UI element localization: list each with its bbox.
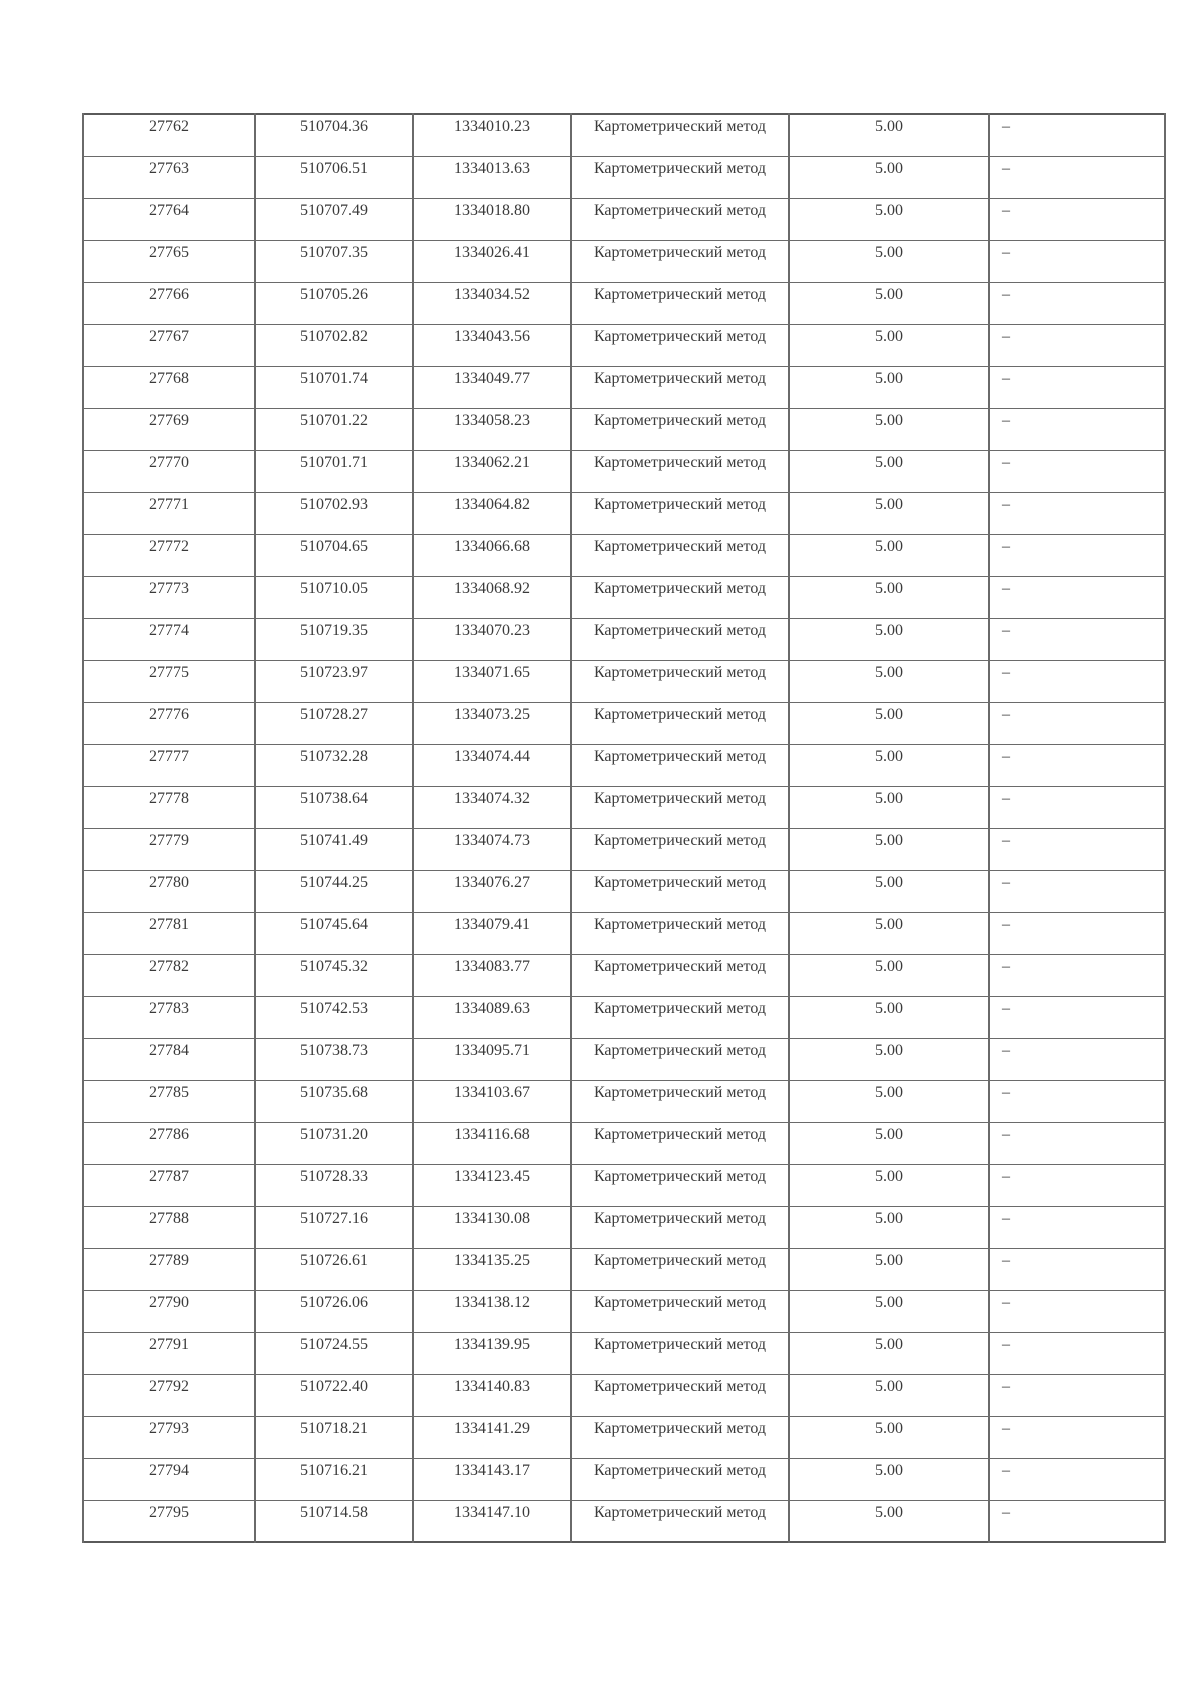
note-cell: – [989, 828, 1165, 870]
x-coordinate-cell: 510731.20 [255, 1122, 413, 1164]
y-coordinate-cell: 1334018.80 [413, 198, 571, 240]
x-coordinate-cell: 510714.58 [255, 1500, 413, 1542]
error-cell: 5.00 [789, 660, 989, 702]
method-cell: Картометрический метод [571, 576, 789, 618]
x-coordinate-cell: 510741.49 [255, 828, 413, 870]
table-row [83, 1206, 1165, 1248]
error-cell: 5.00 [789, 1416, 989, 1458]
method-cell: Картометрический метод [571, 1248, 789, 1290]
table-row [83, 240, 1165, 282]
point-number-cell: 27786 [83, 1122, 255, 1164]
y-coordinate-cell: 1334095.71 [413, 1038, 571, 1080]
point-number-cell: 27770 [83, 450, 255, 492]
point-number-cell: 27779 [83, 828, 255, 870]
method-cell: Картометрический метод [571, 786, 789, 828]
note-cell: – [989, 156, 1165, 198]
table-row [83, 1374, 1165, 1416]
table-row [83, 1038, 1165, 1080]
note-cell: – [989, 870, 1165, 912]
y-coordinate-cell: 1334064.82 [413, 492, 571, 534]
point-number-cell: 27765 [83, 240, 255, 282]
note-cell: – [989, 408, 1165, 450]
point-number-cell: 27782 [83, 954, 255, 996]
table-row [83, 1248, 1165, 1290]
coordinates-table-body [83, 114, 1165, 1542]
method-cell: Картометрический метод [571, 240, 789, 282]
x-coordinate-cell: 510704.65 [255, 534, 413, 576]
point-number-cell: 27773 [83, 576, 255, 618]
x-coordinate-cell: 510728.33 [255, 1164, 413, 1206]
x-coordinate-cell: 510745.32 [255, 954, 413, 996]
note-cell: – [989, 1206, 1165, 1248]
x-coordinate-cell: 510701.71 [255, 450, 413, 492]
method-cell: Картометрический метод [571, 114, 789, 156]
note-cell: – [989, 492, 1165, 534]
point-number-cell: 27775 [83, 660, 255, 702]
error-cell: 5.00 [789, 618, 989, 660]
table-row [83, 534, 1165, 576]
error-cell: 5.00 [789, 870, 989, 912]
point-number-cell: 27777 [83, 744, 255, 786]
method-cell: Картометрический метод [571, 1332, 789, 1374]
error-cell: 5.00 [789, 1122, 989, 1164]
method-cell: Картометрический метод [571, 534, 789, 576]
x-coordinate-cell: 510701.74 [255, 366, 413, 408]
table-row [83, 660, 1165, 702]
y-coordinate-cell: 1334089.63 [413, 996, 571, 1038]
error-cell: 5.00 [789, 198, 989, 240]
table-row [83, 828, 1165, 870]
table-row [83, 912, 1165, 954]
y-coordinate-cell: 1334103.67 [413, 1080, 571, 1122]
error-cell: 5.00 [789, 1290, 989, 1332]
x-coordinate-cell: 510732.28 [255, 744, 413, 786]
x-coordinate-cell: 510723.97 [255, 660, 413, 702]
x-coordinate-cell: 510745.64 [255, 912, 413, 954]
table-row [83, 114, 1165, 156]
error-cell: 5.00 [789, 156, 989, 198]
y-coordinate-cell: 1334010.23 [413, 114, 571, 156]
y-coordinate-cell: 1334066.68 [413, 534, 571, 576]
x-coordinate-cell: 510702.82 [255, 324, 413, 366]
error-cell: 5.00 [789, 534, 989, 576]
note-cell: – [989, 618, 1165, 660]
error-cell: 5.00 [789, 240, 989, 282]
y-coordinate-cell: 1334068.92 [413, 576, 571, 618]
method-cell: Картометрический метод [571, 618, 789, 660]
note-cell: – [989, 912, 1165, 954]
note-cell: – [989, 114, 1165, 156]
point-number-cell: 27767 [83, 324, 255, 366]
x-coordinate-cell: 510704.36 [255, 114, 413, 156]
point-number-cell: 27762 [83, 114, 255, 156]
table-row [83, 1164, 1165, 1206]
error-cell: 5.00 [789, 1332, 989, 1374]
error-cell: 5.00 [789, 492, 989, 534]
error-cell: 5.00 [789, 954, 989, 996]
point-number-cell: 27787 [83, 1164, 255, 1206]
table-row [83, 618, 1165, 660]
error-cell: 5.00 [789, 114, 989, 156]
note-cell: – [989, 282, 1165, 324]
method-cell: Картометрический метод [571, 1206, 789, 1248]
error-cell: 5.00 [789, 1206, 989, 1248]
note-cell: – [989, 1416, 1165, 1458]
table-row [83, 996, 1165, 1038]
method-cell: Картометрический метод [571, 912, 789, 954]
x-coordinate-cell: 510705.26 [255, 282, 413, 324]
point-number-cell: 27768 [83, 366, 255, 408]
y-coordinate-cell: 1334130.08 [413, 1206, 571, 1248]
y-coordinate-cell: 1334123.45 [413, 1164, 571, 1206]
y-coordinate-cell: 1334062.21 [413, 450, 571, 492]
point-number-cell: 27781 [83, 912, 255, 954]
table-row [83, 198, 1165, 240]
method-cell: Картометрический метод [571, 450, 789, 492]
method-cell: Картометрический метод [571, 282, 789, 324]
table-row [83, 408, 1165, 450]
error-cell: 5.00 [789, 1500, 989, 1542]
note-cell: – [989, 1500, 1165, 1542]
error-cell: 5.00 [789, 912, 989, 954]
error-cell: 5.00 [789, 1164, 989, 1206]
method-cell: Картометрический метод [571, 744, 789, 786]
x-coordinate-cell: 510728.27 [255, 702, 413, 744]
y-coordinate-cell: 1334135.25 [413, 1248, 571, 1290]
point-number-cell: 27793 [83, 1416, 255, 1458]
note-cell: – [989, 240, 1165, 282]
y-coordinate-cell: 1334058.23 [413, 408, 571, 450]
method-cell: Картометрический метод [571, 408, 789, 450]
x-coordinate-cell: 510735.68 [255, 1080, 413, 1122]
y-coordinate-cell: 1334073.25 [413, 702, 571, 744]
method-cell: Картометрический метод [571, 324, 789, 366]
note-cell: – [989, 450, 1165, 492]
y-coordinate-cell: 1334141.29 [413, 1416, 571, 1458]
error-cell: 5.00 [789, 1080, 989, 1122]
method-cell: Картометрический метод [571, 1500, 789, 1542]
y-coordinate-cell: 1334074.73 [413, 828, 571, 870]
table-row [83, 1332, 1165, 1374]
table-row [83, 702, 1165, 744]
table-row [83, 1080, 1165, 1122]
method-cell: Картометрический метод [571, 828, 789, 870]
error-cell: 5.00 [789, 408, 989, 450]
point-number-cell: 27764 [83, 198, 255, 240]
error-cell: 5.00 [789, 996, 989, 1038]
note-cell: – [989, 1248, 1165, 1290]
note-cell: – [989, 1458, 1165, 1500]
x-coordinate-cell: 510706.51 [255, 156, 413, 198]
point-number-cell: 27778 [83, 786, 255, 828]
point-number-cell: 27788 [83, 1206, 255, 1248]
point-number-cell: 27789 [83, 1248, 255, 1290]
x-coordinate-cell: 510716.21 [255, 1458, 413, 1500]
note-cell: – [989, 702, 1165, 744]
y-coordinate-cell: 1334071.65 [413, 660, 571, 702]
y-coordinate-cell: 1334074.44 [413, 744, 571, 786]
table-row [83, 1416, 1165, 1458]
note-cell: – [989, 660, 1165, 702]
note-cell: – [989, 1332, 1165, 1374]
x-coordinate-cell: 510724.55 [255, 1332, 413, 1374]
point-number-cell: 27769 [83, 408, 255, 450]
note-cell: – [989, 576, 1165, 618]
x-coordinate-cell: 510722.40 [255, 1374, 413, 1416]
point-number-cell: 27774 [83, 618, 255, 660]
error-cell: 5.00 [789, 744, 989, 786]
error-cell: 5.00 [789, 450, 989, 492]
y-coordinate-cell: 1334143.17 [413, 1458, 571, 1500]
error-cell: 5.00 [789, 786, 989, 828]
x-coordinate-cell: 510726.06 [255, 1290, 413, 1332]
y-coordinate-cell: 1334079.41 [413, 912, 571, 954]
x-coordinate-cell: 510707.49 [255, 198, 413, 240]
table-row [83, 744, 1165, 786]
point-number-cell: 27784 [83, 1038, 255, 1080]
method-cell: Картометрический метод [571, 1038, 789, 1080]
note-cell: – [989, 366, 1165, 408]
point-number-cell: 27780 [83, 870, 255, 912]
note-cell: – [989, 1374, 1165, 1416]
point-number-cell: 27766 [83, 282, 255, 324]
error-cell: 5.00 [789, 1458, 989, 1500]
table-row [83, 492, 1165, 534]
table-row [83, 1500, 1165, 1542]
error-cell: 5.00 [789, 1374, 989, 1416]
method-cell: Картометрический метод [571, 702, 789, 744]
point-number-cell: 27763 [83, 156, 255, 198]
method-cell: Картометрический метод [571, 366, 789, 408]
table-row [83, 870, 1165, 912]
table-row [83, 576, 1165, 618]
point-number-cell: 27794 [83, 1458, 255, 1500]
y-coordinate-cell: 1334070.23 [413, 618, 571, 660]
y-coordinate-cell: 1334049.77 [413, 366, 571, 408]
table-row [83, 1122, 1165, 1164]
y-coordinate-cell: 1334026.41 [413, 240, 571, 282]
y-coordinate-cell: 1334083.77 [413, 954, 571, 996]
error-cell: 5.00 [789, 1038, 989, 1080]
table-row [83, 324, 1165, 366]
method-cell: Картометрический метод [571, 198, 789, 240]
x-coordinate-cell: 510719.35 [255, 618, 413, 660]
error-cell: 5.00 [789, 1248, 989, 1290]
method-cell: Картометрический метод [571, 1290, 789, 1332]
method-cell: Картометрический метод [571, 1458, 789, 1500]
table-row [83, 786, 1165, 828]
error-cell: 5.00 [789, 282, 989, 324]
x-coordinate-cell: 510738.64 [255, 786, 413, 828]
y-coordinate-cell: 1334116.68 [413, 1122, 571, 1164]
note-cell: – [989, 534, 1165, 576]
y-coordinate-cell: 1334043.56 [413, 324, 571, 366]
table-row [83, 366, 1165, 408]
error-cell: 5.00 [789, 576, 989, 618]
note-cell: – [989, 324, 1165, 366]
point-number-cell: 27785 [83, 1080, 255, 1122]
x-coordinate-cell: 510701.22 [255, 408, 413, 450]
x-coordinate-cell: 510718.21 [255, 1416, 413, 1458]
note-cell: – [989, 954, 1165, 996]
note-cell: – [989, 1290, 1165, 1332]
x-coordinate-cell: 510738.73 [255, 1038, 413, 1080]
point-number-cell: 27795 [83, 1500, 255, 1542]
method-cell: Картометрический метод [571, 1122, 789, 1164]
method-cell: Картометрический метод [571, 1080, 789, 1122]
method-cell: Картометрический метод [571, 1416, 789, 1458]
note-cell: – [989, 996, 1165, 1038]
point-number-cell: 27791 [83, 1332, 255, 1374]
note-cell: – [989, 786, 1165, 828]
y-coordinate-cell: 1334074.32 [413, 786, 571, 828]
table-row [83, 1458, 1165, 1500]
point-number-cell: 27783 [83, 996, 255, 1038]
y-coordinate-cell: 1334147.10 [413, 1500, 571, 1542]
x-coordinate-cell: 510727.16 [255, 1206, 413, 1248]
method-cell: Картометрический метод [571, 492, 789, 534]
method-cell: Картометрический метод [571, 870, 789, 912]
y-coordinate-cell: 1334139.95 [413, 1332, 571, 1374]
x-coordinate-cell: 510744.25 [255, 870, 413, 912]
error-cell: 5.00 [789, 702, 989, 744]
method-cell: Картометрический метод [571, 954, 789, 996]
method-cell: Картометрический метод [571, 996, 789, 1038]
table-row [83, 1290, 1165, 1332]
table-row [83, 156, 1165, 198]
method-cell: Картометрический метод [571, 660, 789, 702]
method-cell: Картометрический метод [571, 1164, 789, 1206]
method-cell: Картометрический метод [571, 156, 789, 198]
point-number-cell: 27771 [83, 492, 255, 534]
table-row [83, 954, 1165, 996]
error-cell: 5.00 [789, 828, 989, 870]
coordinates-table [82, 113, 1166, 1543]
y-coordinate-cell: 1334034.52 [413, 282, 571, 324]
x-coordinate-cell: 510702.93 [255, 492, 413, 534]
note-cell: – [989, 198, 1165, 240]
x-coordinate-cell: 510707.35 [255, 240, 413, 282]
error-cell: 5.00 [789, 324, 989, 366]
y-coordinate-cell: 1334140.83 [413, 1374, 571, 1416]
note-cell: – [989, 744, 1165, 786]
x-coordinate-cell: 510726.61 [255, 1248, 413, 1290]
note-cell: – [989, 1080, 1165, 1122]
y-coordinate-cell: 1334076.27 [413, 870, 571, 912]
point-number-cell: 27792 [83, 1374, 255, 1416]
table-row [83, 282, 1165, 324]
x-coordinate-cell: 510742.53 [255, 996, 413, 1038]
note-cell: – [989, 1038, 1165, 1080]
y-coordinate-cell: 1334013.63 [413, 156, 571, 198]
table-row [83, 450, 1165, 492]
y-coordinate-cell: 1334138.12 [413, 1290, 571, 1332]
note-cell: – [989, 1164, 1165, 1206]
x-coordinate-cell: 510710.05 [255, 576, 413, 618]
point-number-cell: 27772 [83, 534, 255, 576]
method-cell: Картометрический метод [571, 1374, 789, 1416]
note-cell: – [989, 1122, 1165, 1164]
point-number-cell: 27790 [83, 1290, 255, 1332]
error-cell: 5.00 [789, 366, 989, 408]
point-number-cell: 27776 [83, 702, 255, 744]
